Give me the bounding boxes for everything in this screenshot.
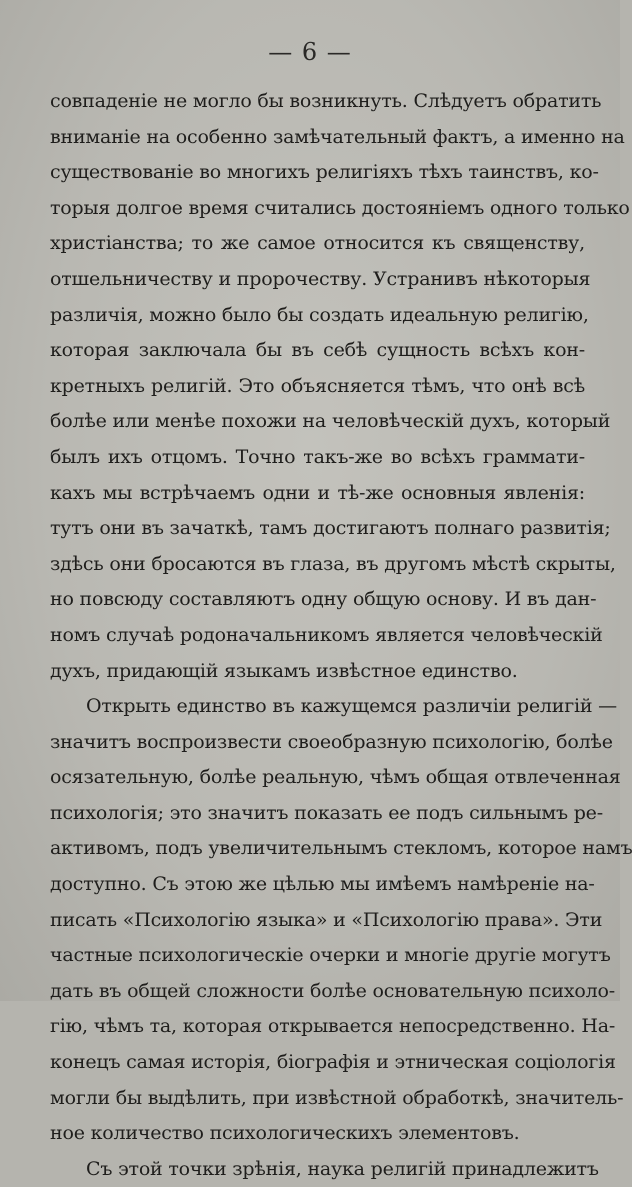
text-line: тутъ они въ зачаткѣ, тамъ достигаютъ полнаго развитія;	[50, 517, 611, 540]
paragraph-start-line: Съ этой точки зрѣнія, наука религій принадлежитъ	[86, 1157, 599, 1180]
text-line: гію, чѣмъ та, которая открывается непосредственно. На-	[50, 1015, 616, 1038]
text-line: существованіе во многихъ религіяхъ тѣхъ таинствъ, ко-	[50, 161, 599, 184]
text-line: могли бы выдѣлить, при извѣстной обработкѣ, значитель-	[50, 1086, 624, 1109]
text-line: вниманіе на особенно замѣчательный фактъ, а именно на	[50, 125, 625, 148]
text-line: номъ случаѣ родоначальникомъ является человѣческій	[50, 623, 603, 646]
text-line: совпаденіе не могло бы возникнуть. Слѣдуетъ обратить	[50, 90, 602, 112]
text-line: кахъ мы встрѣчаемъ одни и тѣ-же основныя явленія:	[50, 481, 585, 504]
text-line: активомъ, подъ увеличительнымъ стекломъ, которое намъ	[50, 837, 632, 860]
text-line: кретныхъ религій. Это объясняется тѣмъ, что онѣ всѣ	[50, 374, 585, 397]
text-line: болѣе или менѣе похожи на человѣческій духъ, который	[50, 410, 611, 433]
text-line: психологія; это значитъ показать ее подъ сильнымъ ре-	[50, 801, 603, 824]
text-line: христіанства; то же самое относится къ священству,	[50, 232, 585, 255]
text-line: но повсюду составляютъ одну общую основу. И въ дан-	[50, 588, 597, 611]
text-line: осязательную, болѣе реальную, чѣмъ общая отвлеченная	[50, 766, 621, 789]
page-number: — 6 —	[268, 38, 352, 66]
text-line: конецъ самая исторія, біографія и этническая соціологія	[50, 1051, 616, 1074]
paragraph-start-line: Открыть единство въ кажущемся различіи религій —	[86, 695, 617, 718]
text-line: значитъ воспроизвести своеобразную психологію, болѣе	[50, 730, 613, 753]
text-line: отшельничеству и пророчеству. Устранивъ нѣкоторыя	[50, 267, 591, 290]
text-line: здѣсь они бросаются въ глаза, въ другомъ мѣстѣ скрыты,	[50, 552, 616, 575]
text-line: духъ, придающій языкамъ извѣстное единство.	[50, 659, 518, 682]
text-line: различія, можно было бы создать идеальную религію,	[50, 303, 589, 326]
body-text	[50, 84, 632, 1187]
text-line: дать въ общей сложности болѣе основательную психоло-	[50, 979, 615, 1002]
text-line: писать «Психологію языка» и «Психологію права». Эти	[50, 908, 603, 931]
text-line: доступно. Съ этою же цѣлью мы имѣемъ намѣреніе на-	[50, 873, 595, 896]
text-line: ное количество психологическихъ элементовъ.	[50, 1122, 520, 1145]
text-line: былъ ихъ отцомъ. Точно такъ-же во всѣхъ граммати-	[50, 445, 585, 468]
text-line: частные психологическіе очерки и многіе другіе могутъ	[50, 944, 611, 967]
text-line: которая заключала бы въ себѣ сущность всѣхъ кон-	[50, 339, 585, 362]
text-line: торыя долгое время считались достояніемъ одного только	[50, 196, 630, 219]
